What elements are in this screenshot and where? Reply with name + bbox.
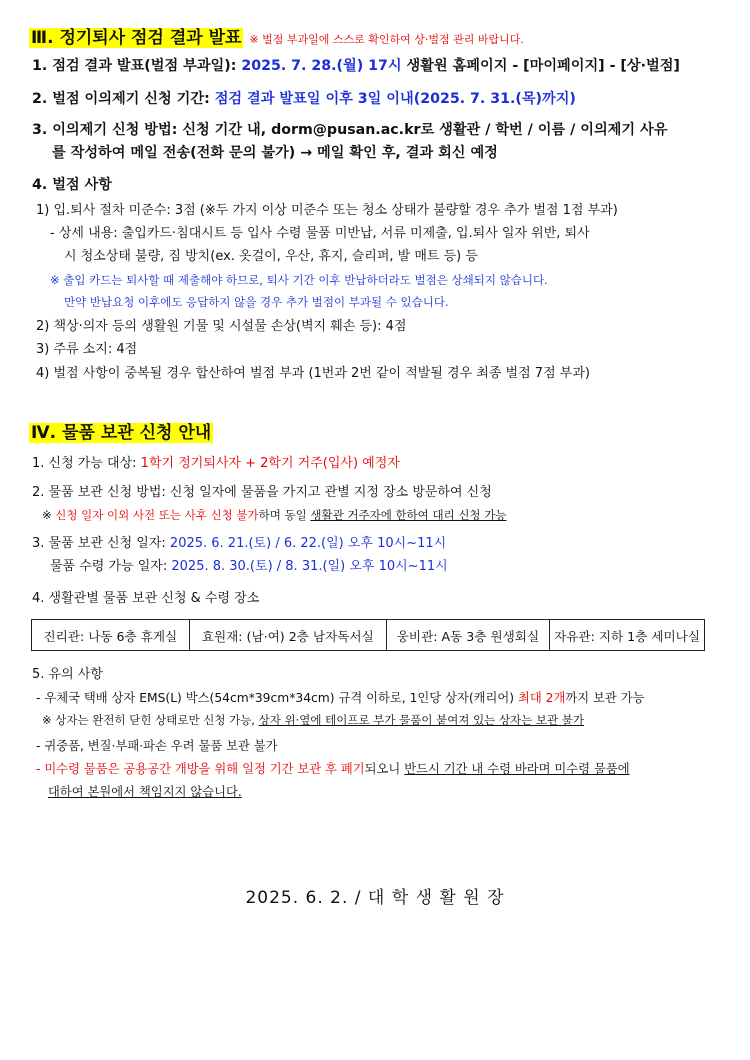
s4-item5-b1-note-prefix: ※ 상자는 완전히 닫힌 상태로만 신청 가능, [42,713,259,727]
s4-item5-heading: 5. 유의 사항 [32,667,103,682]
s4-item5-b1 [36,691,644,706]
s4-item5-b1-note-under: 상자 위·옆에 테이프로 부가 물품이 붙여져 있는 상자는 보관 불가 [258,713,585,727]
section3-title: Ⅲ. 정기퇴사 점검 결과 발표 [31,28,242,48]
s4-item5-b3-mid: 되오니 [364,762,405,776]
s3-item4-p1-detail1: - 상세 내용: 출입카드·침대시트 등 입사 수령 물품 미반납, 서류 미제출, 입.퇴사 일자 위반, 퇴사 [50,226,590,241]
s4-item5-b1-prefix: - 우체국 택배 상자 EMS(L) 박스(54cm*39cm*34cm) 규격 이하로, 1인당 상자(캐리어) [36,691,518,705]
s3-item1 [32,58,680,75]
locations-table [31,619,705,651]
s4-item3-apply-dates: 2025. 6. 21.(토) / 6. 22.(일) 오후 10시~11시 [169,536,447,551]
s4-item2-line: 2. 물품 보관 신청 방법: 신청 일자에 물품을 가지고 관별 지정 장소 방문하여 신청 [32,485,492,500]
s4-item2-note-mid: 하며 동일 [258,508,311,522]
signature: 2025. 6. 2. / 대 학 생 활 원 장 [245,888,505,908]
section4-heading [29,423,213,443]
s4-item5-b2: - 귀중품, 변질·부패·파손 우려 물품 보관 불가 [36,739,278,753]
s4-item2-note-red: 신청 일자 이외 사전 또는 사후 신청 불가 [55,508,259,522]
s4-item5-b3-under2: 대하여 본원에서 책임지지 않습니다. [48,785,242,799]
s3-item1-date: 2025. 7. 28.(월) 17시 [241,58,402,74]
s3-item4-p3: 3) 주류 소지: 4점 [36,342,138,357]
s4-item3-receive-dates: 2025. 8. 30.(토) / 8. 31.(일) 오후 10시~11시 [171,559,448,574]
s4-item5-b3-dash: - [36,762,45,776]
s4-item3-receive [50,559,448,575]
s3-item4-p1-note2: 만약 반납요청 이후에도 응답하지 않을 경우 추가 벌점이 부과될 수 있습니다. [64,295,449,309]
s4-item5-b1-note [42,714,584,728]
location-jayu: 자유관: 지하 1층 세미나실 [550,620,705,651]
s4-item1 [32,456,400,472]
s3-item2-period: 점검 결과 발표일 이후 3일 이내(2025. 7. 31.(목)까지) [214,91,576,107]
s4-item5-b3-under1: 반드시 기간 내 수령 바라며 미수령 물품에 [404,762,630,776]
s3-item4-p1-note1: ※ 출입 카드는 퇴사할 때 제출해야 하므로, 퇴사 기간 이후 반납하더라도 벌점은 상쇄되지 않습니다. [50,273,548,287]
s4-item3-prefix: 3. 물품 보관 신청 일자: [32,536,170,551]
s3-item1-prefix: 1. 점검 결과 발표(벌점 부과일): [32,58,242,74]
s3-item4-p2: 2) 책상·의자 등의 생활원 기물 및 시설물 손상(벽지 훼손 등): 4점 [36,319,407,334]
s3-item4-p4: 4) 벌점 사항이 중복될 경우 합산하여 벌점 부과 (1번과 2번 같이 적발될 경우 최종 벌점 7점 부과) [36,366,590,381]
s4-item5-b1-red: 최대 2개 [518,691,566,705]
s3-item4-heading: 4. 벌점 사항 [32,177,112,193]
s4-item5-b1-suffix: 까지 보관 가능 [565,691,645,705]
section3-note: ※ 벌점 부과일에 스스로 확인하여 상·벌점 관리 바랍니다. [249,33,524,46]
s4-item3-apply [32,536,446,552]
location-jinri: 진리관: 나동 6층 휴게실 [32,620,190,651]
s4-item2-note [42,509,506,523]
s3-item1-suffix: 생활원 홈페이지 - [마이페이지] - [상·벌점] [401,58,680,74]
s4-item2-note-star: ※ [42,508,56,522]
s4-item3-receive-prefix: 물품 수령 가능 일자: [50,559,172,574]
s4-item1-target: 1학기 정기퇴사자 + 2학기 거주(입사) 예정자 [140,456,400,471]
s4-item4-heading: 4. 생활관별 물품 보관 신청 & 수령 장소 [32,591,260,606]
s3-item3-line1: 3. 이의제기 신청 방법: 신청 기간 내, dorm@pusan.ac.kr로 생활관 / 학번 / 이름 / 이의제기 사유 [32,122,668,138]
s4-item5-b3-line1 [36,762,630,777]
s4-item1-prefix: 1. 신청 가능 대상: [32,456,141,471]
s3-item2-prefix: 2. 벌점 이의제기 신청 기간: [32,91,215,107]
s3-item2 [32,91,576,108]
s3-item4-p1-detail2: 시 청소상태 불량, 짐 방치(ex. 옷걸이, 우산, 휴지, 슬리퍼, 발 매트 등) 등 [64,249,478,264]
s4-item5-b3-red: 미수령 물품은 공용공간 개방을 위해 일정 기간 보관 후 폐기 [44,762,365,776]
s4-item5-b3-line2 [48,785,242,800]
location-hyowon: 효원재: (남·여) 2층 남자독서실 [189,620,386,651]
locations-row [32,620,705,651]
s3-item4-p1: 1) 입.퇴사 절차 미준수: 3점 (※두 가지 이상 미준수 또는 청소 상태가 불량할 경우 추가 벌점 1점 부과) [36,203,618,218]
s4-item2-note-under: 생활관 거주자에 한하여 대리 신청 가능 [310,508,507,522]
location-woongbi: 웅비관: A동 3층 원생회실 [386,620,549,651]
section3-heading [29,28,524,48]
s3-item3-line2: 를 작성하여 메일 전송(전화 문의 불가) → 메일 확인 후, 결과 회신 예정 [52,145,498,161]
section4-title: Ⅳ. 물품 보관 신청 안내 [31,423,212,443]
